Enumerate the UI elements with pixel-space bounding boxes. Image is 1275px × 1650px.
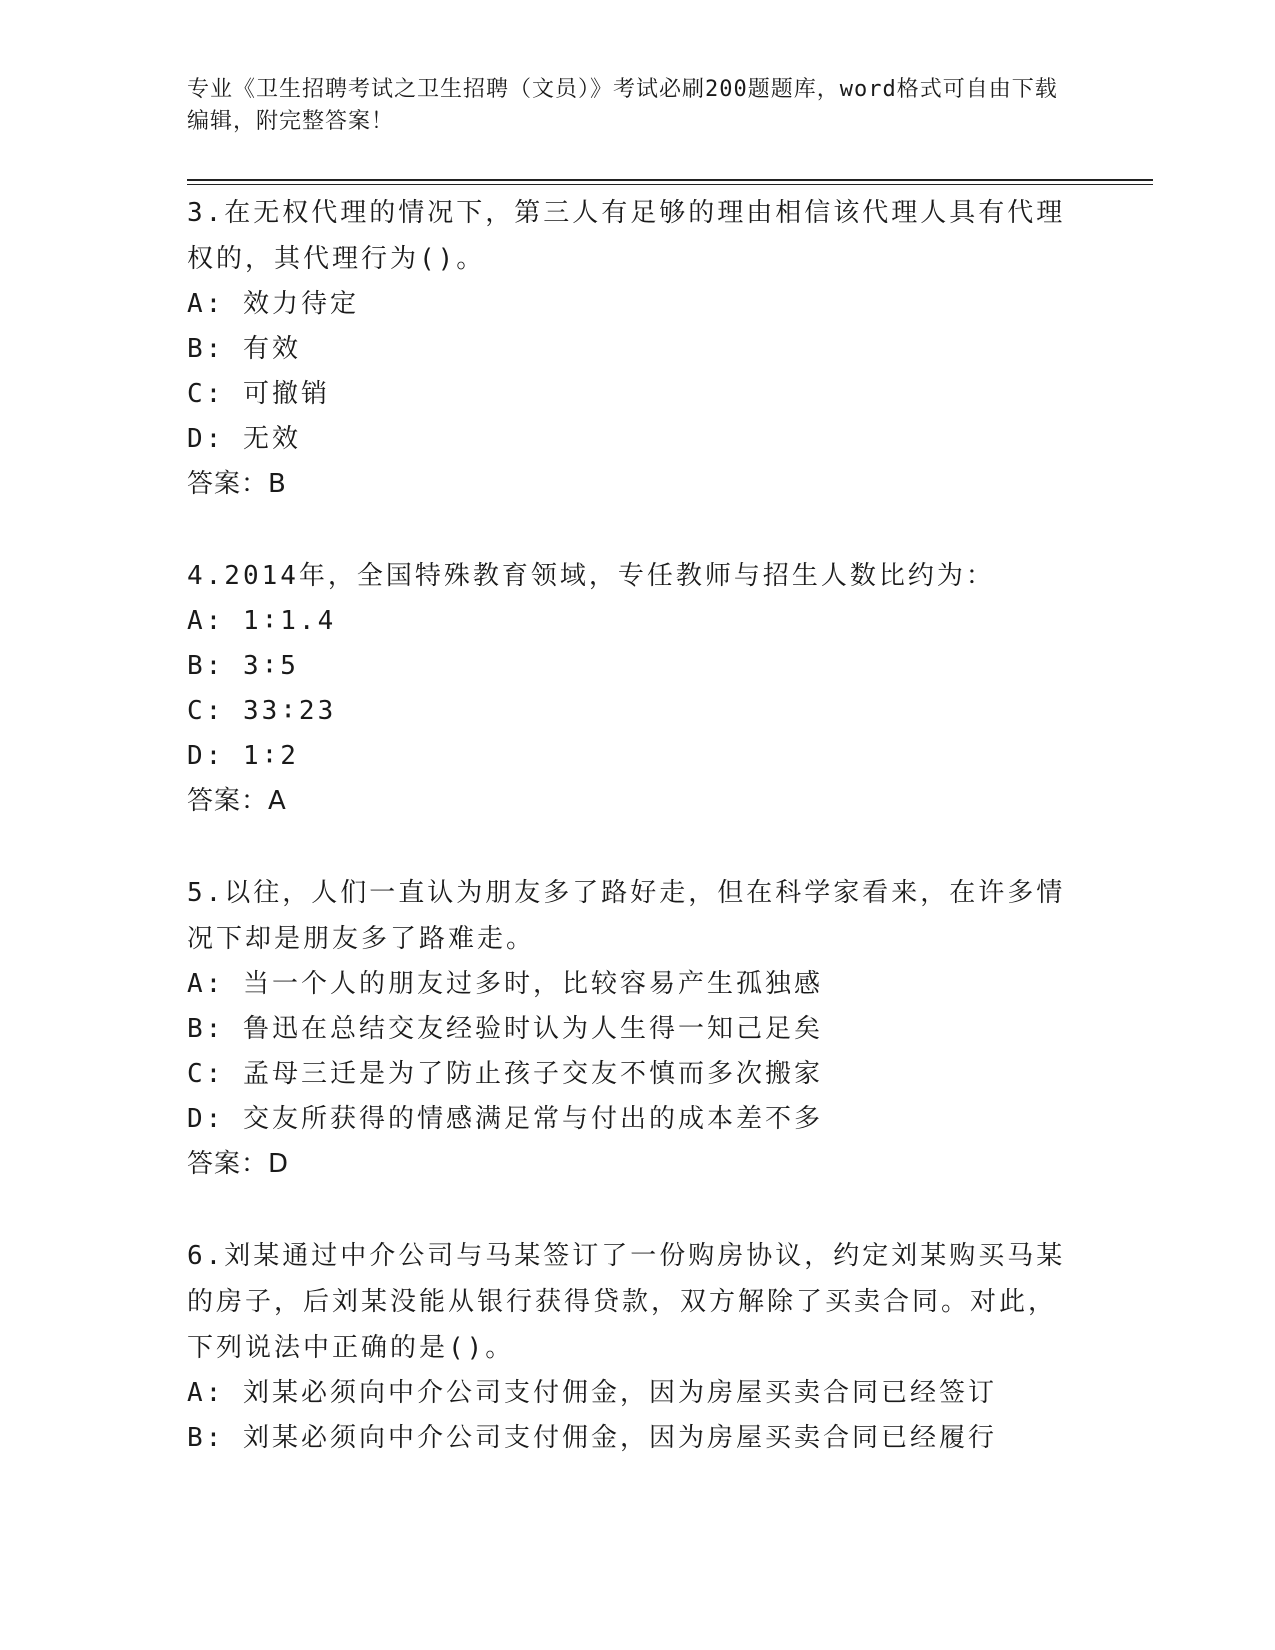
answer: 答案：D (187, 1149, 290, 1179)
option-d: D: 无效 (187, 424, 301, 454)
option-c: C: 33∶23 (187, 696, 337, 726)
question-4 (187, 553, 1067, 824)
question-list (187, 190, 1067, 1507)
answer: 答案：A (187, 786, 287, 816)
header-divider-thin (187, 184, 1153, 185)
document-header: 专业《卫生招聘考试之卫生招聘（文员）》考试必刷200题题库，word格式可自由下载编辑，附完整答案！ (187, 77, 1058, 134)
option-b: B: 有效 (187, 334, 301, 364)
question-3 (187, 190, 1067, 507)
option-a: A: 当一个人的朋友过多时，比较容易产生孤独感 (187, 969, 823, 999)
option-b: B: 3∶5 (187, 651, 299, 681)
option-d: D: 交友所获得的情感满足常与付出的成本差不多 (187, 1104, 823, 1134)
option-a: A: 效力待定 (187, 289, 359, 319)
option-b: B: 鲁迅在总结交友经验时认为人生得一知己足矣 (187, 1014, 823, 1044)
option-c: C: 孟母三迁是为了防止孩子交友不慎而多次搬家 (187, 1059, 823, 1089)
question-6 (187, 1233, 1067, 1461)
option-b: B: 刘某必须向中介公司支付佣金，因为房屋买卖合同已经履行 (187, 1423, 997, 1453)
option-a: A: 刘某必须向中介公司支付佣金，因为房屋买卖合同已经签订 (187, 1378, 997, 1408)
option-d: D: 1∶2 (187, 741, 299, 771)
question-stem: 6.刘某通过中介公司与马某签订了一份购房协议，约定刘某购买马某的房子，后刘某没能从银行获得贷款，双方解除了买卖合同。对此，下列说法中正确的是()。 (187, 1241, 1066, 1363)
question-stem: 5.以往，人们一直认为朋友多了路好走，但在科学家看来，在许多情况下却是朋友多了路难走。 (187, 878, 1066, 954)
question-5 (187, 870, 1067, 1187)
question-stem: 3.在无权代理的情况下，第三人有足够的理由相信该代理人具有代理权的，其代理行为()。 (187, 198, 1066, 274)
question-stem: 4.2014年，全国特殊教育领域，专任教师与招生人数比约为： (187, 561, 995, 591)
header-divider-thick (187, 179, 1153, 181)
option-c: C: 可撤销 (187, 379, 330, 409)
option-a: A: 1∶1.4 (187, 606, 337, 636)
answer: 答案：B (187, 469, 287, 499)
